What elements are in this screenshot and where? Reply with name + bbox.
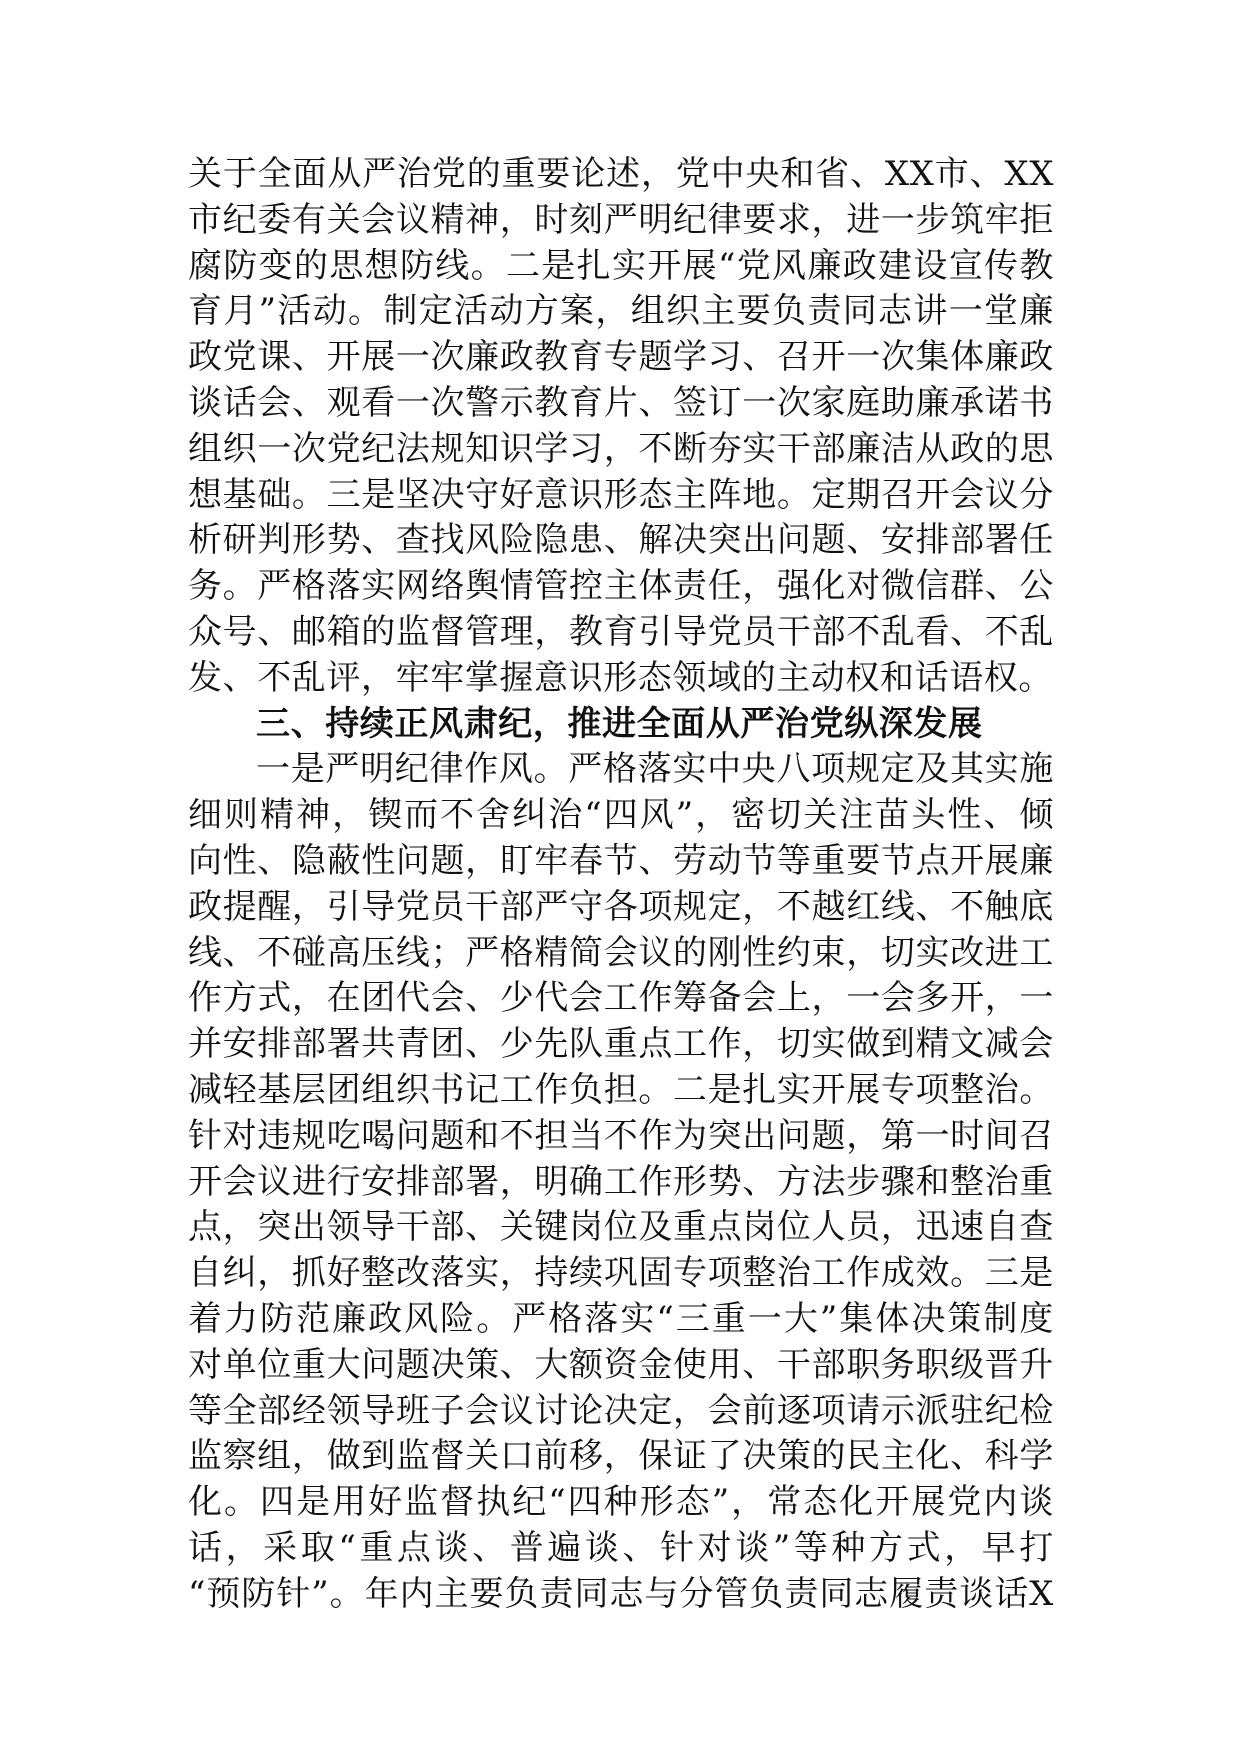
text-line: 等全部经领导班子会议讨论决定，会前逐项请示派驻纪检 (188, 1390, 1054, 1431)
text-line: 发、不乱评，牢牢掌握意识形态领域的主动权和话语权。 (188, 657, 1053, 698)
section-heading: 三、持续正风肃纪，推进全面从严治党纵深发展 (256, 703, 983, 744)
text-line: 针对违规吃喝问题和不担当不作为突出问题，第一时间召 (188, 1115, 1054, 1156)
text-line: 化。四是用好监督执纪“四种形态”，常态化开展党内谈 (188, 1482, 1054, 1523)
text-line: 谈话会、观看一次警示教育片、签订一次家庭助廉承诺书 (188, 382, 1054, 423)
text-line: 一是严明纪律作风。严格落实中央八项规定及其实施 (256, 749, 1054, 790)
text-line: 并安排部署共青团、少先队重点工作，切实做到精文减会 (188, 1024, 1054, 1065)
text-line: 务。严格落实网络舆情管控主体责任，强化对微信群、公 (188, 566, 1054, 607)
text-line: 关于全面从严治党的重要论述，党中央和省、XX市、XX (188, 154, 1054, 194)
text-line: 析研判形势、查找风险隐患、解决突出问题、安排部署任 (188, 520, 1054, 561)
text-line: 开会议进行安排部署，明确工作形势、方法步骤和整治重 (188, 1161, 1054, 1202)
text-line: 政提醒，引导党员干部严守各项规定，不越红线、不触底 (188, 886, 1054, 927)
text-line: 育月”活动。制定活动方案，组织主要负责同志讲一堂廉 (188, 291, 1054, 332)
text-line: 想基础。三是坚决守好意识形态主阵地。定期召开会议分 (188, 474, 1054, 515)
text-line: 作方式，在团代会、少代会工作筹备会上，一会多开，一 (188, 978, 1054, 1019)
text-line: 监察组，做到监督关口前移，保证了决策的民主化、科学 (188, 1436, 1054, 1477)
text-line: 线、不碰高压线；严格精简会议的刚性约束，切实改进工 (188, 932, 1054, 973)
text-line: 组织一次党纪法规知识学习，不断夯实干部廉洁从政的思 (188, 428, 1054, 469)
text-line: 对单位重大问题决策、大额资金使用、干部职务职级晋升 (188, 1344, 1054, 1385)
text-line: 着力防范廉政风险。严格落实“三重一大”集体决策制度 (188, 1298, 1054, 1339)
document-body (188, 152, 1054, 1618)
text-line: 众号、邮箱的监督管理，教育引导党员干部不乱看、不乱 (188, 611, 1054, 652)
text-line: 市纪委有关会议精神，时刻严明纪律要求，进一步筑牢拒 (188, 199, 1054, 240)
text-line: 点，突出领导干部、关键岗位及重点岗位人员，迅速自查 (188, 1207, 1054, 1248)
text-line: 减轻基层团组织书记工作负担。二是扎实开展专项整治。 (188, 1069, 1054, 1110)
text-line: “预防针”。年内主要负责同志与分管负责同志履责谈话X (188, 1573, 1054, 1614)
text-line: 政党课、开展一次廉政教育专题学习、召开一次集体廉政 (188, 337, 1054, 378)
text-line: 话，采取“重点谈、普遍谈、针对谈”等种方式，早打 (188, 1527, 1054, 1568)
text-line: 腐防变的思想防线。二是扎实开展“党风廉政建设宣传教 (188, 245, 1054, 286)
text-line: 细则精神，锲而不舍纠治“四风”，密切关注苗头性、倾 (188, 795, 1054, 836)
text-line: 向性、隐蔽性问题，盯牢春节、劳动节等重要节点开展廉 (188, 840, 1054, 881)
text-line: 自纠，抓好整改落实，持续巩固专项整治工作成效。三是 (188, 1253, 1054, 1294)
